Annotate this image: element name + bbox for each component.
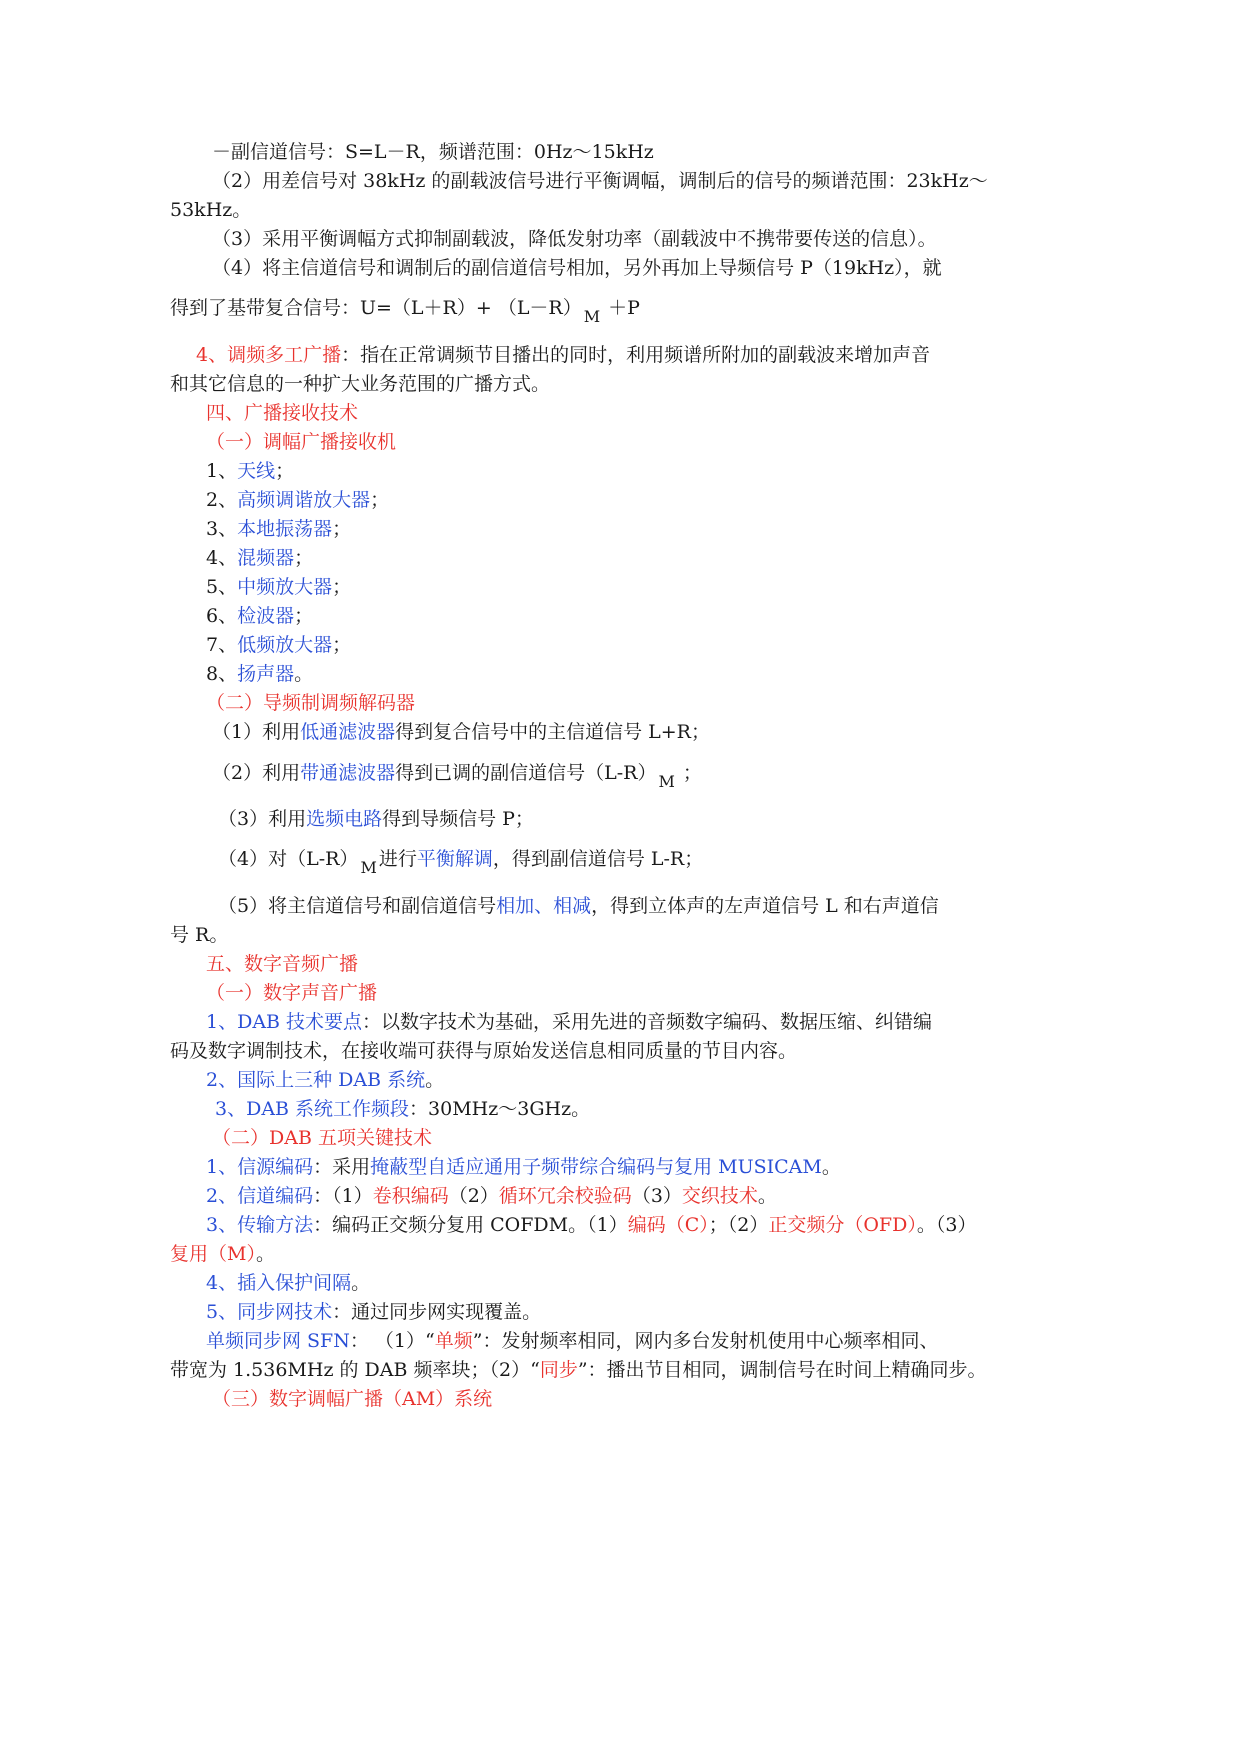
subscript: M — [360, 858, 377, 877]
text-line: （2）利用带通滤波器得到已调的副信道信号（L-R） $_M$ ； — [212, 762, 702, 791]
list-item: 3、本地振荡器； — [206, 518, 352, 540]
text-line: 3、DAB 系统工作频段：30MHz～3GHz。 — [215, 1098, 591, 1120]
text-line: 2、国际上三种 DAB 系统。 — [206, 1069, 445, 1091]
text-line: 5、同步网技术：通过同步网实现覆盖。 — [206, 1301, 542, 1323]
text-line: （3）采用平衡调幅方式抑制副载波，降低发射功率（副载波中不携带要传送的信息）。 — [212, 228, 937, 250]
text-line: （4）将主信道信号和调制后的副信道信号相加，另外再加上导频信号 P（19kHz），就 — [212, 257, 942, 279]
text-line: 53kHz。 — [170, 199, 252, 221]
term: 4、调频多工广播 — [196, 344, 342, 366]
text-line: 4、调频多工广播：指在正常调频节目播出的同时，利用频谱所附加的副载波来增加声音 — [196, 344, 931, 366]
text-line: 1、DAB 技术要点：以数字技术为基础，采用先进的音频数字编码、数据压缩、纠错编 — [206, 1011, 933, 1033]
text-line: 4、插入保护间隔。 — [206, 1272, 371, 1294]
list-item: 6、检波器； — [206, 605, 314, 627]
subsection-heading: （一）调幅广播接收机 — [206, 431, 397, 453]
list-item: 4、混频器； — [206, 547, 314, 569]
text-line: －副信道信号：S=L－R，频谱范围：0Hz～15kHz — [212, 141, 654, 163]
list-item: 2、高频调谐放大器； — [206, 489, 390, 511]
list-item: 5、中频放大器； — [206, 576, 352, 598]
text-line: 号 R。 — [170, 924, 229, 946]
text-line: 得到了基带复合信号：U=（L＋R）+ （L－R） $_M$ ＋P — [170, 297, 640, 326]
text-line: （3）利用选频电路得到导频信号 P； — [218, 808, 534, 830]
list-item: 8、扬声器。 — [206, 663, 314, 685]
list-item: 1、天线； — [206, 460, 295, 482]
text-line: 3、传输方法：编码正交频分复用 COFDM。（1）编码（C）；（2）正交频分（OFD）。（3） — [206, 1214, 977, 1236]
text-line: 码及数字调制技术，在接收端可获得与原始发送信息相同质量的节目内容。 — [170, 1040, 798, 1062]
text-line: 单频同步网 SFN： （1）“单频”：发射频率相同，网内多台发射机使用中心频率相同、 — [206, 1330, 939, 1352]
subsection-heading: （二）DAB 五项关键技术 — [212, 1127, 432, 1149]
text-line: 和其它信息的一种扩大业务范围的广播方式。 — [170, 373, 551, 395]
subsection-heading: （二）导频制调频解码器 — [206, 692, 416, 714]
text-line: 2、信道编码：（1）卷积编码（2）循环冗余校验码（3）交织技术。 — [206, 1185, 777, 1207]
text-line: （1）利用低通滤波器得到复合信号中的主信道信号 L+R； — [212, 721, 710, 743]
text-line: 复用（M）。 — [170, 1243, 275, 1265]
subscript: M — [658, 772, 675, 791]
subsection-heading: （一）数字声音广播 — [206, 982, 378, 1004]
text-line: 1、信源编码：采用掩蔽型自适应通用子频带综合编码与复用 MUSICAM。 — [206, 1156, 841, 1178]
list-item: 7、低频放大器； — [206, 634, 352, 656]
subsection-heading: （三）数字调幅广播（AM）系统 — [212, 1388, 493, 1410]
section-heading: 五、数字音频广播 — [206, 953, 359, 975]
text-line: （2）用差信号对 38kHz 的副载波信号进行平衡调幅，调制后的信号的频谱范围：23kHz～ — [212, 170, 988, 192]
text-line: 带宽为 1.536MHz 的 DAB 频率块；（2）“同步”：播出节目相同，调制信号在时间上精确同步。 — [170, 1359, 987, 1381]
subscript: M — [583, 307, 601, 326]
text-line: （5）将主信道信号和副信道信号相加、相减，得到立体声的左声道信号 L 和右声道信 — [218, 895, 939, 917]
text-line: （4）对（L-R） $_M$ 进行平衡解调，得到副信道信号 L-R； — [218, 848, 704, 877]
section-heading: 四、广播接收技术 — [206, 402, 359, 424]
